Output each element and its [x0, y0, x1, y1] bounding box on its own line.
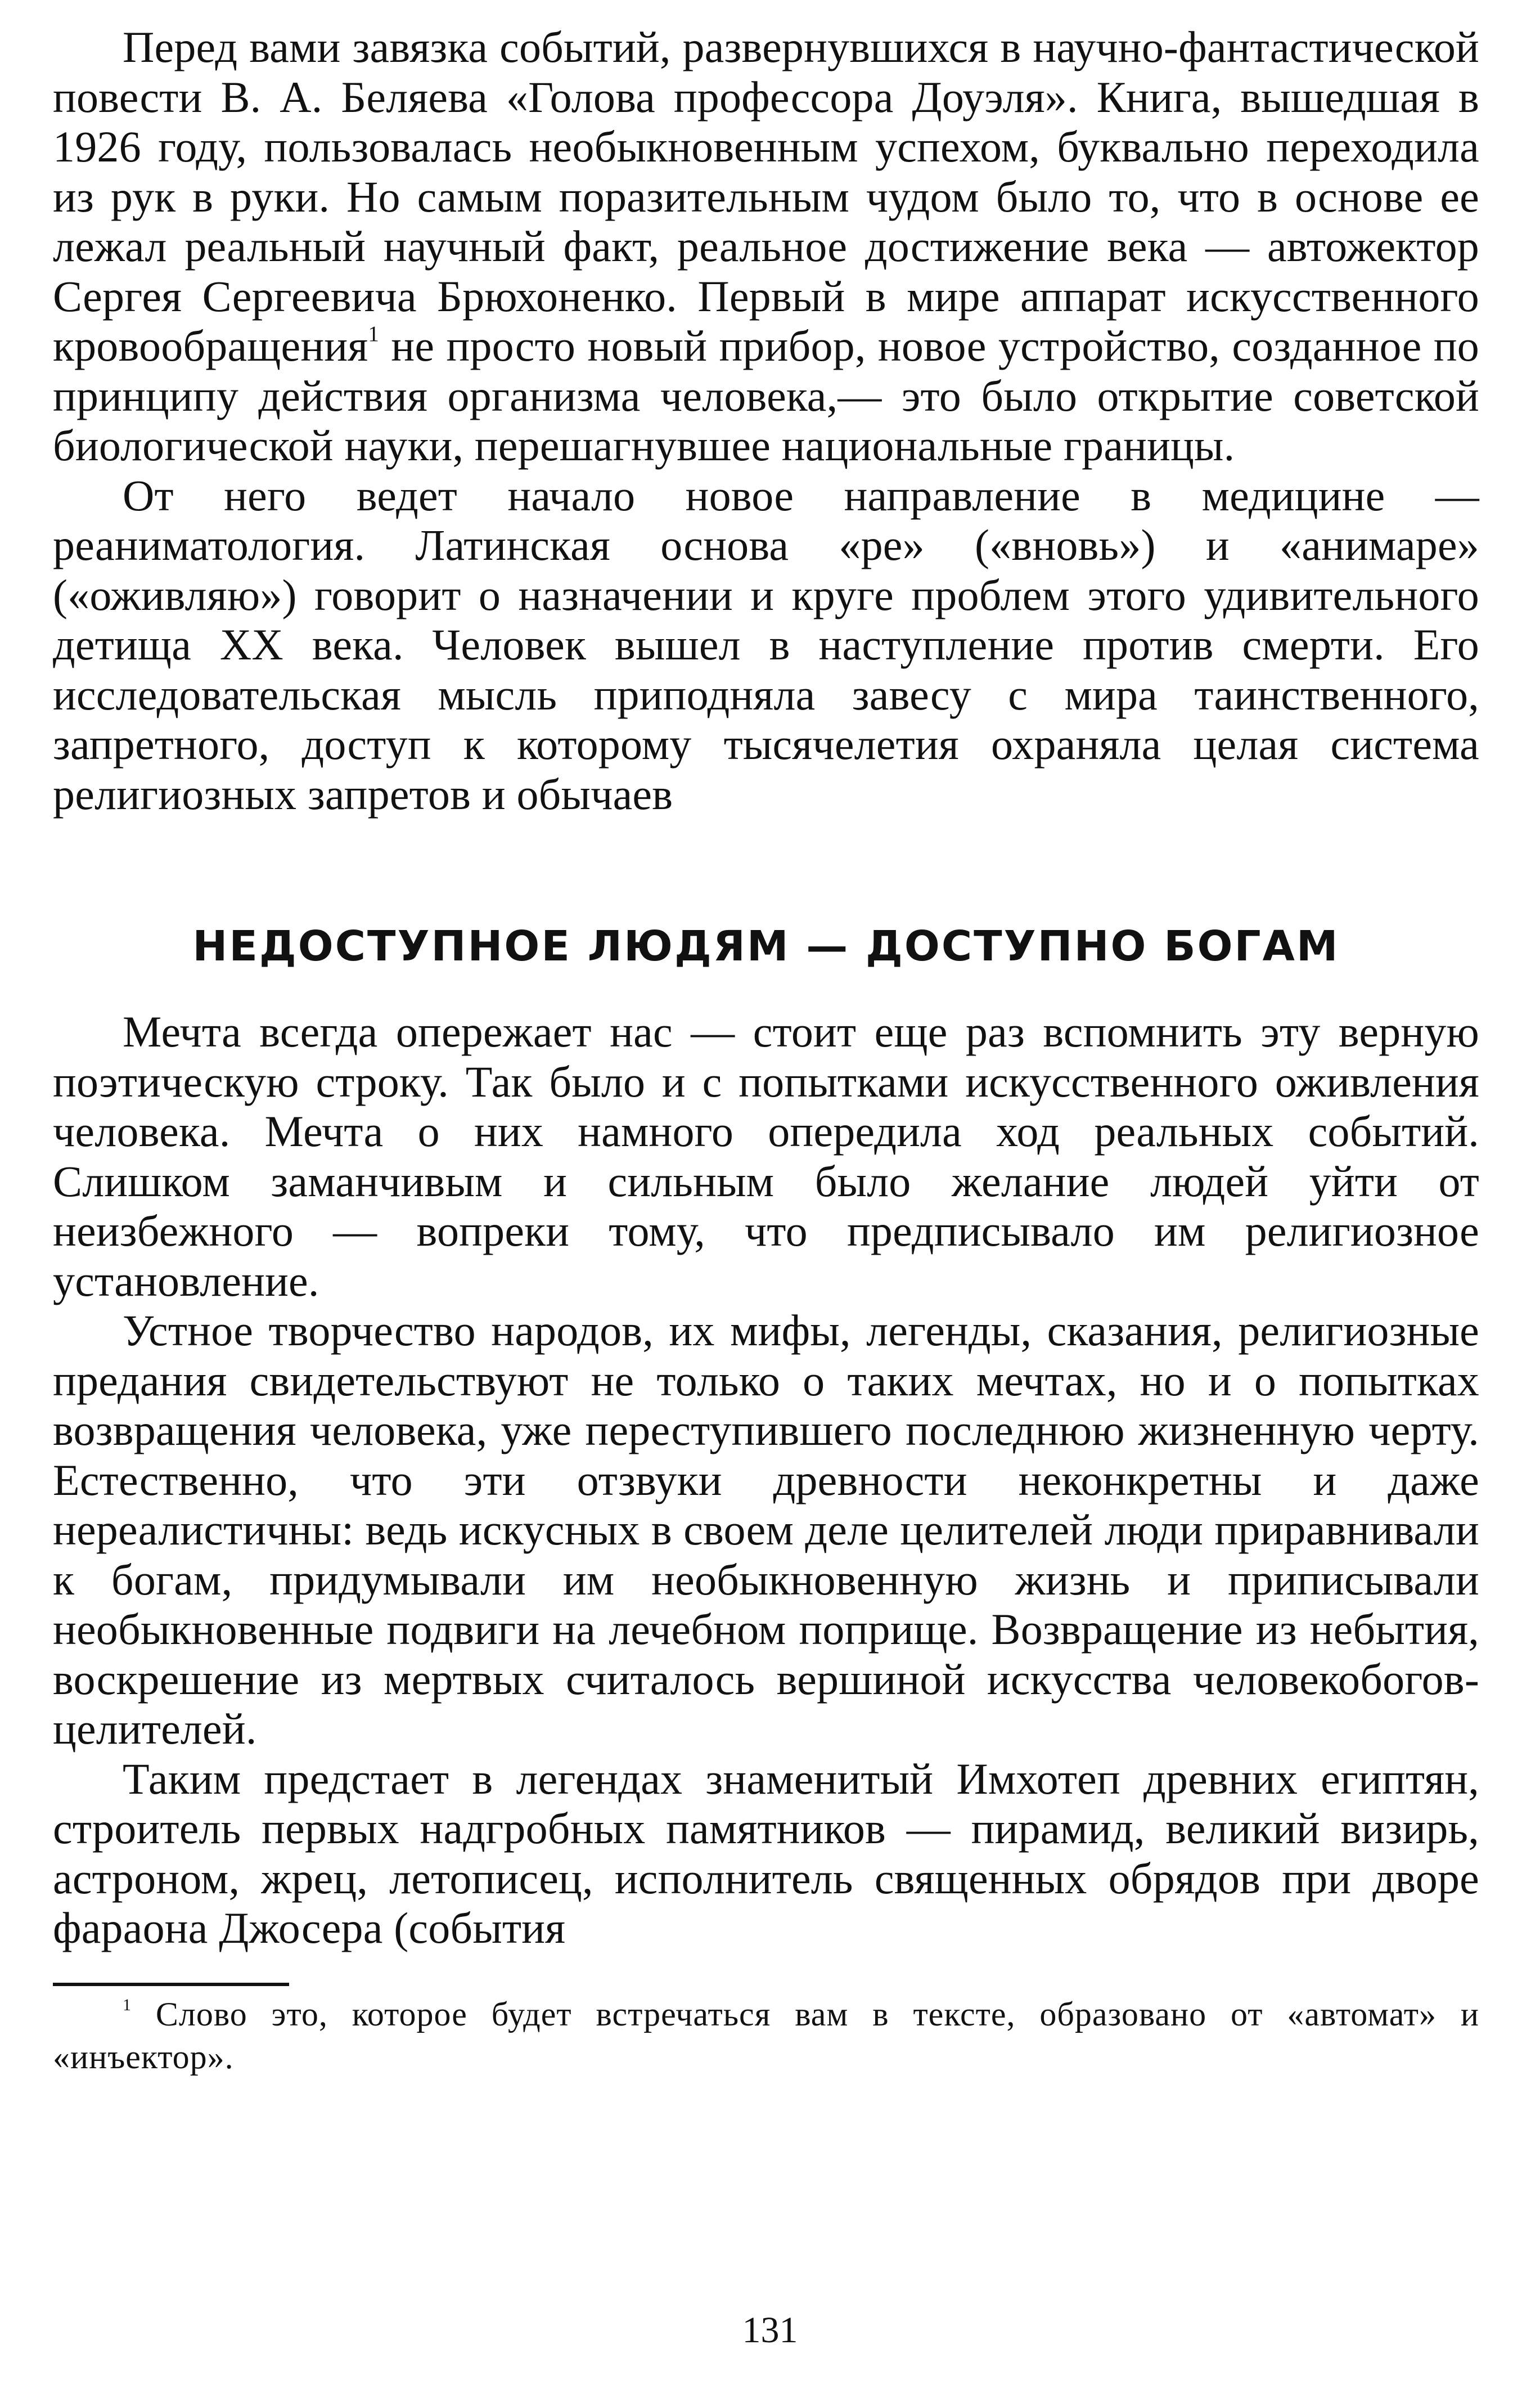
intro-paragraph-1 [53, 23, 1479, 471]
page-number: 131 [742, 2310, 798, 2351]
book-page [53, 23, 1479, 2112]
intro-paragraph-1-continuation: не просто новый прибор, новое устройство, созданное по принципу действия организма человека,— это было открытие советской биологической науки, перешагнувшее национальные границы. [53, 321, 1479, 470]
footnote-reference: 1 [368, 321, 380, 346]
intro-paragraph-1-text: Перед вами завязка событий, развернувшихся в научно-фантастической повести В. А. Беляева «Голова профессора Доуэля». Книга, вышедшая в 1926 году, пользовалась необыкновенным успехом, буквально переходила из рук в руки. Но самым поразительным чудом было то, что в основе ее лежал реальный научный факт, реальное достижение века — автожектор Сергея Сергеевича Брюхоненко. Первый в мире аппарат искусственного кровообращения [53, 23, 1479, 370]
section-paragraph-2: Устное творчество народов, их мифы, легенды, сказания, религиозные предания свидетельствуют не только о таких мечтах, но и о попытках возвращения человека, уже переступившего последнюю жизненную черту. Естественно, что эти отзвуки древности неконкретны и даже нереалистичны: ведь искусных в своем деле целителей люди приравнивали к богам, придумывали им необыкновенную жизнь и приписывали необыкновенные подвиги на лечебном поприще. Возвращение из небытия, воскрешение из мертвых считалось вершиной искусства человекобогов-целителей. [53, 1306, 1479, 1753]
footnote [53, 1993, 1479, 2078]
footnote-divider [53, 1983, 289, 1986]
intro-paragraph-2: От него ведет начало новое направление в медицине — реаниматология. Латинская основа «ре» («вновь») и «анимаре» («оживляю») говорит о назначении и круге проблем этого удивительного детища XX века. Человек вышел в наступление против смерти. Его исследовательская мысль приподняла завесу с мира таинственного, запретного, доступ к которому тысячелетия охраняла целая система религиозных запретов и обычаев [53, 470, 1479, 819]
footnote-text: Слово это, которое будет встречаться вам в тексте, образовано от «автомат» и «инъектор». [53, 1995, 1479, 2076]
footnote-marker: 1 [123, 1995, 132, 2014]
section-paragraph-3: Таким предстает в легендах знаменитый Имхотеп древних египтян, строитель первых надгробных памятников — пирамид, великий визирь, астроном, жрец, летописец, исполнитель священных обрядов при дворе фараона Джосера (события [53, 1754, 1479, 1952]
section-heading: НЕДОСТУПНОЕ ЛЮДЯМ — ДОСТУПНО БОГАМ [192, 922, 1340, 971]
section-paragraph-1: Мечта всегда опережает нас — стоит еще раз вспомнить эту верную поэтическую строку. Так было и с попытками искусственного оживления человека. Мечта о них намного опередила ход реальных событий. Слишком заманчивым и сильным было желание людей уйти от неизбежного — вопреки тому, что предписывало им религиозное установление. [53, 1007, 1479, 1305]
